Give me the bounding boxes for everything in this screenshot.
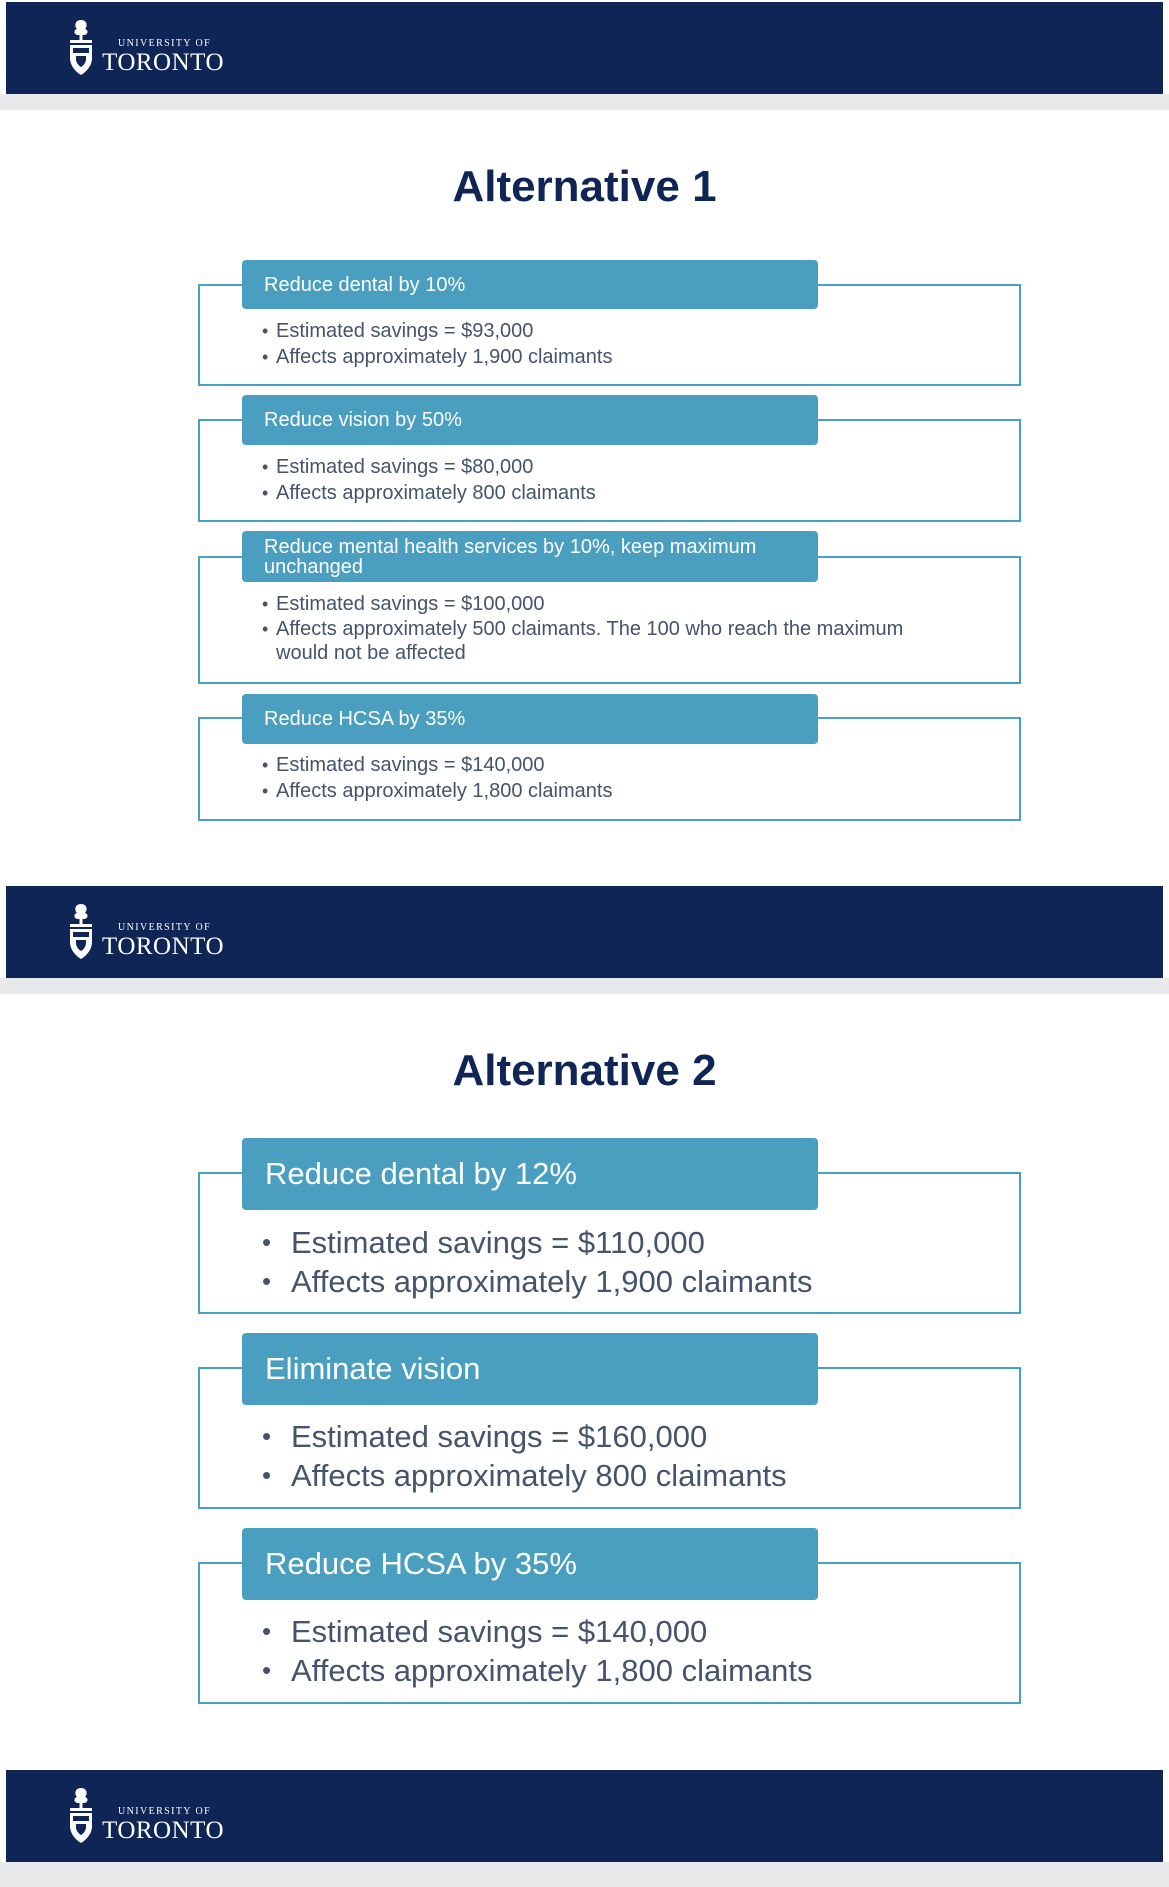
bullet-item: [262, 480, 962, 506]
bullet-text: Affects approximately 1,900 claimants: [291, 1264, 813, 1299]
bullet-icon: •: [262, 1616, 272, 1646]
bullet-text: Estimated savings = $93,000: [276, 320, 534, 342]
university-of-label: UNIVERSITY OF: [118, 922, 212, 933]
bullet-icon: •: [262, 347, 269, 367]
bullet-item: [262, 1651, 1002, 1690]
bullet-text: Estimated savings = $80,000: [276, 456, 534, 478]
bullet-icon: •: [262, 483, 269, 503]
bullet-text: Estimated savings = $110,000: [291, 1225, 705, 1260]
bullet-item: [262, 591, 912, 617]
slide-title: Alternative 1: [452, 162, 717, 211]
slide-alternative-2: [6, 994, 1163, 1769]
bullet-text: Estimated savings = $140,000: [276, 754, 545, 776]
item-header: Reduce dental by 12%: [242, 1138, 818, 1210]
bullet-icon: •: [262, 594, 269, 614]
bullet-item: [262, 1612, 1002, 1651]
bullet-icon: •: [262, 1655, 272, 1685]
bullet-item: [262, 454, 962, 480]
item-header: Reduce mental health services by 10%, keep maximum unchanged: [242, 531, 818, 582]
bullet-item: [262, 1262, 1002, 1301]
university-of-label: UNIVERSITY OF: [118, 38, 212, 49]
university-of-label: UNIVERSITY OF: [118, 1806, 212, 1817]
bullet-item: [262, 752, 962, 778]
bullet-icon: •: [262, 619, 269, 639]
slide-divider: [0, 1862, 1169, 1887]
bullet-icon: •: [262, 1460, 272, 1490]
middle-banner: [6, 886, 1163, 978]
bullet-icon: •: [262, 1266, 272, 1296]
university-crest-icon: [67, 902, 95, 962]
university-crest-icon: [67, 1786, 95, 1846]
bullet-item: [262, 1456, 1002, 1495]
item-header: Reduce HCSA by 35%: [242, 1528, 818, 1600]
bullet-text: Affects approximately 1,800 claimants: [276, 780, 613, 802]
toronto-wordmark: TORONTO: [102, 933, 225, 960]
item-bullets: [262, 1417, 1002, 1495]
bullet-icon: •: [262, 457, 269, 477]
university-logo: [62, 16, 262, 82]
bullet-item: [262, 344, 962, 370]
bullet-item: [262, 1417, 1002, 1456]
item-header: Reduce dental by 10%: [242, 260, 818, 309]
bottom-banner: [6, 1770, 1163, 1862]
toronto-wordmark: TORONTO: [102, 1817, 225, 1844]
bullet-text: Affects approximately 1,800 claimants: [291, 1653, 813, 1688]
bullet-text: Affects approximately 1,900 claimants: [276, 346, 613, 368]
slide-alternative-1: [6, 110, 1163, 885]
bullet-icon: •: [262, 321, 269, 341]
item-bullets: [262, 591, 912, 665]
bullet-item: [262, 778, 962, 804]
item-bullets: [262, 454, 962, 506]
top-banner: [6, 2, 1163, 94]
bullet-text: Estimated savings = $140,000: [291, 1614, 708, 1649]
item-bullets: [262, 318, 962, 370]
item-bullets: [262, 1223, 1002, 1301]
toronto-wordmark: TORONTO: [102, 49, 225, 76]
bullet-item: [262, 617, 912, 665]
item-header: Reduce HCSA by 35%: [242, 694, 818, 744]
item-bullets: [262, 752, 962, 804]
bullet-text: Estimated savings = $100,000: [276, 593, 545, 615]
bullet-text: Affects approximately 800 claimants: [291, 1458, 787, 1493]
bullet-text: Affects approximately 500 claimants. The 100 who reach the maximum would not be affected: [276, 618, 904, 664]
bullet-icon: •: [262, 755, 269, 775]
item-bullets: [262, 1612, 1002, 1690]
item-header: Reduce vision by 50%: [242, 395, 818, 445]
slide-divider: [0, 94, 1169, 110]
university-logo: [62, 1784, 262, 1850]
bullet-item: [262, 1223, 1002, 1262]
bullet-text: Affects approximately 800 claimants: [276, 482, 596, 504]
university-logo: [62, 900, 262, 966]
item-header: Eliminate vision: [242, 1333, 818, 1405]
bullet-icon: •: [262, 781, 269, 801]
slide-divider: [0, 978, 1169, 994]
bullet-item: [262, 318, 962, 344]
slide-title: Alternative 2: [452, 1046, 717, 1095]
university-crest-icon: [67, 18, 95, 78]
bullet-text: Estimated savings = $160,000: [291, 1419, 708, 1454]
bullet-icon: •: [262, 1227, 272, 1257]
bullet-icon: •: [262, 1421, 272, 1451]
